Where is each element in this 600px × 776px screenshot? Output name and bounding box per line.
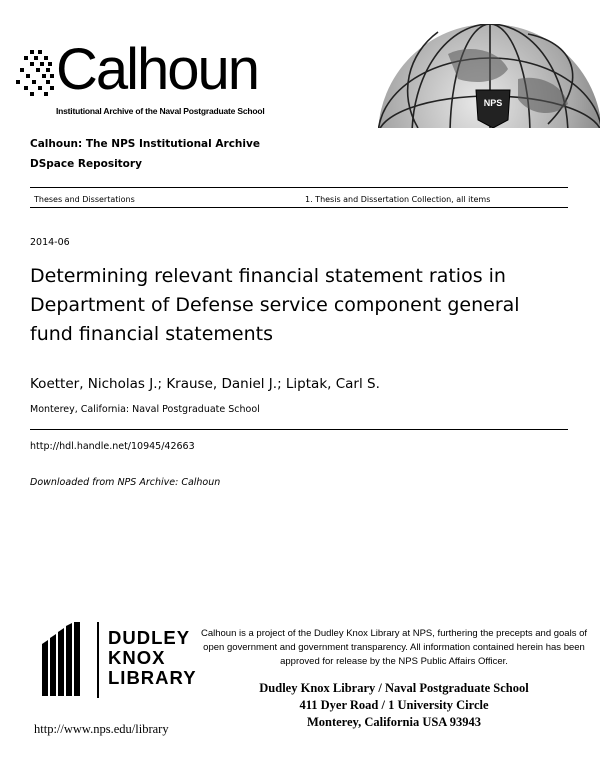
address-line: Monterey, California USA 93943 [306, 715, 482, 729]
downloaded-note: Downloaded from NPS Archive: Calhoun [30, 477, 221, 488]
footer-blurb: Calhoun is a project of the Dudley Knox Library at NPS, furthering the precepts and goals of open government and government transparency. All information contained herein has been approved for release by the NPS Public Affairs Officer. [200, 628, 588, 667]
pixel-dots-icon [16, 50, 60, 100]
globe-graphic [378, 24, 600, 128]
logo-tagline: Institutional Archive of the Naval Postgraduate School [56, 106, 265, 116]
divider [30, 187, 568, 188]
address-line: 411 Dyer Road / 1 University Circle [299, 698, 489, 712]
wordmark-line: LIBRARY [108, 667, 197, 688]
item-date: 2014-06 [30, 237, 70, 248]
breadcrumb-subcollection[interactable]: 1. Thesis and Dissertation Collection, all items [305, 195, 491, 204]
calhoun-logo [16, 37, 265, 126]
repository-title: DSpace Repository [30, 158, 142, 170]
divider [30, 207, 568, 208]
book-spines-icon [38, 620, 98, 700]
address-line: Dudley Knox Library / Naval Postgraduate School [259, 681, 529, 695]
logo-wordmark: Calhoun [56, 37, 259, 102]
archive-title: Calhoun: The NPS Institutional Archive [30, 138, 260, 150]
breadcrumb-collection[interactable]: Theses and Dissertations [34, 195, 135, 204]
seal-label: NPS [483, 98, 503, 108]
dudley-knox-wordmark [108, 628, 197, 688]
divider [30, 429, 568, 430]
item-handle-link[interactable]: http://hdl.handle.net/10945/42663 [30, 441, 195, 452]
item-publisher: Monterey, California: Naval Postgraduate School [30, 404, 260, 415]
library-url-link[interactable]: http://www.nps.edu/library [34, 722, 169, 736]
footer-address [196, 680, 592, 731]
item-title: Determining relevant financial statement ratios in Department of Defense service component general fund financial statements [30, 265, 520, 345]
globe-icon [378, 24, 600, 128]
logo-divider [97, 622, 99, 698]
wordmark-line: DUDLEY [108, 627, 191, 648]
item-authors: Koetter, Nicholas J.; Krause, Daniel J.; Liptak, Carl S. [30, 376, 380, 392]
wordmark-line: KNOX [108, 647, 166, 668]
